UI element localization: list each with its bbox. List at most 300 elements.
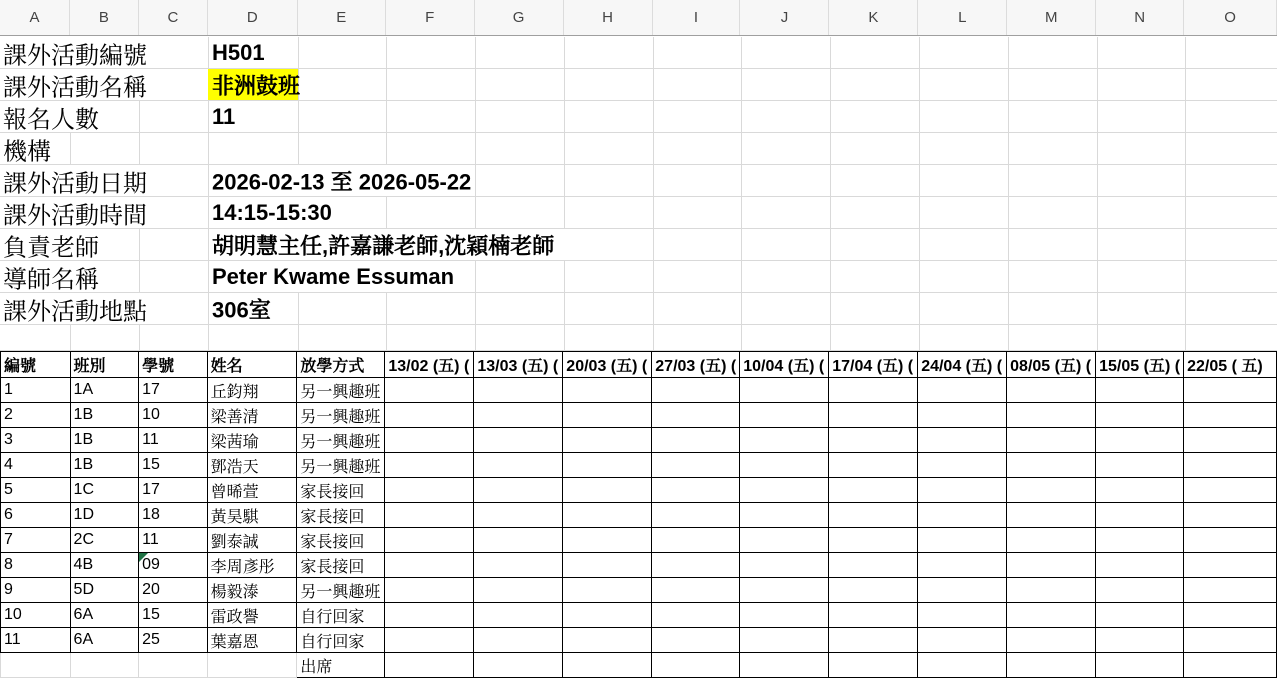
student-no-cell[interactable]: 1 [1, 378, 71, 403]
gridline [386, 293, 387, 324]
student-row [1, 603, 1277, 628]
attendance-cell[interactable] [1007, 453, 1096, 478]
info-label-cell[interactable]: 報名人數 [3, 106, 99, 133]
info-row [0, 293, 1277, 325]
gridline [830, 197, 831, 228]
attendance-cell[interactable] [1007, 378, 1096, 403]
attendance-cell[interactable] [385, 403, 474, 428]
gridline [139, 101, 140, 132]
gridline [919, 165, 920, 196]
student-student_no-cell[interactable]: 25 [139, 628, 208, 653]
student-name-cell[interactable]: 楊毅溙 [207, 578, 297, 603]
attendance-cell[interactable] [1007, 628, 1096, 653]
gridline [298, 37, 299, 68]
student-name-cell[interactable]: 梁茜瑜 [207, 428, 297, 453]
student-student_no-cell[interactable]: 11 [139, 428, 208, 453]
gridline [830, 261, 831, 292]
info-label-cell[interactable]: 機構 [3, 138, 51, 165]
gridline [1097, 197, 1098, 228]
column-header-A[interactable]: A [0, 0, 70, 35]
attendance-cell[interactable] [1096, 528, 1184, 553]
attendance-cell[interactable] [1096, 603, 1184, 628]
attendance-cell[interactable] [474, 528, 563, 553]
attendance-cell[interactable] [385, 653, 474, 678]
student-no-cell[interactable]: 11 [1, 628, 71, 653]
student-student_no-cell[interactable]: 15 [139, 603, 208, 628]
attendance-cell[interactable] [1096, 478, 1184, 503]
student-no-cell[interactable]: 2 [1, 403, 71, 428]
info-label-cell[interactable]: 課外活動時間 [3, 202, 147, 229]
student-no-cell[interactable]: 7 [1, 528, 71, 553]
column-header-J[interactable]: J [740, 0, 829, 35]
gridline [1097, 101, 1098, 132]
info-value-cell[interactable]: 11 [212, 103, 236, 129]
attendance-cell[interactable] [1184, 378, 1277, 403]
attendance-cell[interactable] [918, 578, 1007, 603]
roster-date-header-cell[interactable]: 13/03 (五) ( [474, 352, 563, 378]
student-class-cell[interactable]: 6A [70, 603, 139, 628]
student-dismissal-cell[interactable]: 自行回家 [297, 628, 385, 653]
info-value-cell[interactable]: Peter Kwame Essuman [212, 263, 455, 289]
student-name-cell[interactable]: 雷政譽 [207, 603, 297, 628]
attendance-cell[interactable] [563, 378, 652, 403]
gridline [919, 325, 920, 350]
info-label-cell[interactable]: 導師名稱 [3, 266, 99, 293]
attendance-cell[interactable] [385, 528, 474, 553]
gridline [298, 133, 299, 164]
attendance-cell[interactable] [1184, 603, 1277, 628]
gridline [208, 293, 209, 324]
gridline [298, 325, 299, 350]
attendance-cell[interactable] [1007, 503, 1096, 528]
info-row [0, 133, 1277, 165]
gridline [919, 69, 920, 100]
info-label-cell[interactable]: 負責老師 [3, 234, 99, 261]
attendance-cell[interactable] [829, 428, 918, 453]
attendance-cell[interactable] [1184, 503, 1277, 528]
column-header-D[interactable]: D [208, 0, 298, 35]
student-dismissal-cell[interactable]: 自行回家 [297, 603, 385, 628]
student-dismissal-cell[interactable]: 另一興趣班 [297, 578, 385, 603]
roster-date-header-cell[interactable]: 27/03 (五) ( [652, 352, 740, 378]
info-value-cell[interactable]: 非洲鼓班 [212, 73, 301, 98]
student-name-cell[interactable]: 丘鈞翔 [207, 378, 297, 403]
attendance-cell[interactable] [652, 453, 740, 478]
column-header-M[interactable]: M [1007, 0, 1096, 35]
student-dismissal-cell[interactable]: 另一興趣班 [297, 378, 385, 403]
gridline [564, 325, 565, 350]
gridline [475, 133, 476, 164]
column-header-C[interactable]: C [139, 0, 208, 35]
attendance-cell[interactable] [740, 528, 829, 553]
attendance-cell[interactable] [1184, 553, 1277, 578]
column-header-N[interactable]: N [1096, 0, 1184, 35]
info-value-cell[interactable]: 14:15-15:30 [212, 199, 332, 225]
gridline [1008, 229, 1009, 260]
attendance-cell[interactable] [474, 578, 563, 603]
student-no-cell[interactable]: 4 [1, 453, 71, 478]
student-class-cell[interactable]: 2C [70, 528, 139, 553]
student-name-cell[interactable]: 鄧浩天 [207, 453, 297, 478]
student-row [1, 578, 1277, 603]
info-value-cell[interactable]: 306室 [212, 297, 271, 322]
column-header-O[interactable]: O [1184, 0, 1277, 35]
gridline [830, 37, 831, 68]
gridline [139, 261, 140, 292]
attendance-cell[interactable] [652, 578, 740, 603]
student-dismissal-cell[interactable]: 家長接回 [297, 553, 385, 578]
column-header-G[interactable]: G [475, 0, 564, 35]
student-no-cell[interactable]: 10 [1, 603, 71, 628]
attendance-cell[interactable] [1184, 453, 1277, 478]
gridline [475, 325, 476, 350]
attendance-cell[interactable] [563, 453, 652, 478]
student-row [1, 478, 1277, 503]
gridline [1008, 69, 1009, 100]
attendance-cell[interactable] [1184, 478, 1277, 503]
attendance-cell[interactable] [1096, 428, 1184, 453]
info-label-cell[interactable]: 課外活動地點 [3, 298, 147, 325]
attendance-cell[interactable] [1007, 653, 1096, 678]
student-class-cell[interactable]: 1B [70, 403, 139, 428]
attendance-cell[interactable] [474, 428, 563, 453]
student-class-cell[interactable]: 1D [70, 503, 139, 528]
attendance-cell[interactable] [1007, 578, 1096, 603]
student-name-cell[interactable]: 葉嘉恩 [207, 628, 297, 653]
gridline [208, 165, 209, 196]
roster-header-cell[interactable]: 姓名 [207, 352, 297, 378]
attendance-cell[interactable] [474, 553, 563, 578]
attendance-cell[interactable] [740, 603, 829, 628]
attendance-cell[interactable] [385, 603, 474, 628]
attendance-cell[interactable] [652, 553, 740, 578]
attendance-cell[interactable] [740, 403, 829, 428]
attendance-cell[interactable] [563, 428, 652, 453]
gridline [70, 133, 71, 164]
student-no-cell[interactable]: 6 [1, 503, 71, 528]
attendance-cell[interactable] [918, 453, 1007, 478]
gridline [653, 165, 654, 196]
gridline [475, 197, 476, 228]
student-no-cell[interactable]: 8 [1, 553, 71, 578]
info-row [0, 101, 1277, 133]
gridline [564, 197, 565, 228]
attendance-cell[interactable] [829, 603, 918, 628]
attendance-cell[interactable] [563, 628, 652, 653]
attendance-cell[interactable] [918, 428, 1007, 453]
attendance-cell[interactable] [918, 603, 1007, 628]
info-label-cell[interactable]: 課外活動編號 [3, 42, 147, 69]
roster-date-header-cell[interactable]: 22/05 ( 五) [1184, 352, 1277, 378]
attendance-cell[interactable] [740, 578, 829, 603]
attendance-cell[interactable] [829, 378, 918, 403]
student-dismissal-cell[interactable]: 另一興趣班 [297, 453, 385, 478]
attendance-cell[interactable] [474, 628, 563, 653]
student-class-cell[interactable]: 1C [70, 478, 139, 503]
gridline [1008, 133, 1009, 164]
attendance-cell[interactable] [385, 578, 474, 603]
attendance-cell[interactable] [740, 428, 829, 453]
attendance-cell[interactable] [563, 528, 652, 553]
attendance-cell[interactable] [474, 378, 563, 403]
student-class-cell[interactable]: 1B [70, 428, 139, 453]
attendance-cell[interactable] [829, 553, 918, 578]
attendance-label-cell[interactable]: 出席 [297, 653, 385, 678]
attendance-cell[interactable] [740, 453, 829, 478]
attendance-cell[interactable] [385, 453, 474, 478]
attendance-cell[interactable] [652, 428, 740, 453]
attendance-cell[interactable] [918, 378, 1007, 403]
attendance-cell[interactable] [563, 578, 652, 603]
attendance-cell[interactable] [474, 403, 563, 428]
gridline [1185, 197, 1186, 228]
gridline [1185, 165, 1186, 196]
gridline [1097, 229, 1098, 260]
student-class-cell[interactable]: 6A [70, 628, 139, 653]
student-student_no-cell[interactable]: 15 [139, 453, 208, 478]
attendance-cell[interactable] [652, 603, 740, 628]
gridline [1097, 165, 1098, 196]
gridline [1185, 325, 1186, 350]
student-student_no-cell[interactable]: 17 [139, 478, 208, 503]
attendance-cell[interactable] [474, 503, 563, 528]
attendance-cell[interactable] [1096, 578, 1184, 603]
attendance-cell[interactable] [740, 628, 829, 653]
attendance-cell[interactable] [740, 653, 829, 678]
attendance-cell[interactable] [563, 653, 652, 678]
roster-date-header-cell[interactable]: 20/03 (五) ( [563, 352, 652, 378]
attendance-cell[interactable] [652, 478, 740, 503]
gridline [1008, 101, 1009, 132]
roster-date-header-cell[interactable]: 10/04 (五) ( [740, 352, 829, 378]
attendance-cell[interactable] [1184, 528, 1277, 553]
student-name-cell[interactable]: 劉泰誠 [207, 528, 297, 553]
attendance-cell[interactable] [1096, 553, 1184, 578]
attendance-cell[interactable] [474, 603, 563, 628]
gridline [653, 293, 654, 324]
attendance-cell[interactable] [1096, 403, 1184, 428]
roster-date-header-cell[interactable]: 17/04 (五) ( [829, 352, 918, 378]
attendance-cell[interactable] [829, 653, 918, 678]
attendance-cell[interactable] [1096, 503, 1184, 528]
attendance-cell[interactable] [918, 553, 1007, 578]
student-name-cell[interactable]: 曾晞萱 [207, 478, 297, 503]
attendance-cell[interactable] [918, 503, 1007, 528]
attendance-cell[interactable] [385, 553, 474, 578]
attendance-cell[interactable] [563, 603, 652, 628]
gridline [208, 197, 209, 228]
attendance-cell[interactable] [918, 528, 1007, 553]
attendance-cell[interactable] [740, 503, 829, 528]
attendance-cell[interactable] [918, 403, 1007, 428]
gridline [741, 133, 742, 164]
info-value-cell[interactable]: 2026-02-13 至 2026-05-22 [212, 169, 472, 194]
attendance-cell[interactable] [1007, 403, 1096, 428]
attendance-cell[interactable] [1184, 403, 1277, 428]
roster-date-header-cell[interactable]: 08/05 (五) ( [1007, 352, 1096, 378]
gridline [741, 69, 742, 100]
empty-cell[interactable] [139, 653, 208, 678]
attendance-cell[interactable] [385, 378, 474, 403]
gridline [564, 165, 565, 196]
column-header-I[interactable]: I [653, 0, 741, 35]
gridline [208, 133, 209, 164]
gridline [475, 37, 476, 68]
attendance-cell[interactable] [918, 628, 1007, 653]
gridline [830, 325, 831, 350]
column-header-L[interactable]: L [918, 0, 1007, 35]
empty-cell[interactable] [207, 653, 297, 678]
attendance-cell[interactable] [829, 503, 918, 528]
attendance-cell[interactable] [652, 628, 740, 653]
attendance-cell[interactable] [474, 453, 563, 478]
student-student_no-cell[interactable]: 11 [139, 528, 208, 553]
roster-header-cell[interactable]: 班別 [70, 352, 139, 378]
attendance-cell[interactable] [1184, 428, 1277, 453]
empty-cell[interactable] [1, 653, 71, 678]
gridline [1008, 197, 1009, 228]
student-student_no-cell[interactable]: 18 [139, 503, 208, 528]
gridline [386, 37, 387, 68]
attendance-cell[interactable] [652, 403, 740, 428]
attendance-cell[interactable] [652, 653, 740, 678]
student-dismissal-cell[interactable]: 家長接回 [297, 478, 385, 503]
gridline [919, 197, 920, 228]
gridline [564, 37, 565, 68]
roster-header-cell[interactable]: 學號 [139, 352, 208, 378]
attendance-cell[interactable] [563, 503, 652, 528]
attendance-cell[interactable] [1007, 428, 1096, 453]
attendance-cell[interactable] [740, 478, 829, 503]
attendance-cell[interactable] [474, 478, 563, 503]
student-student_no-cell[interactable]: 20 [139, 578, 208, 603]
attendance-cell[interactable] [1007, 553, 1096, 578]
student-name-cell[interactable]: 李周彥彤 [207, 553, 297, 578]
attendance-cell[interactable] [563, 403, 652, 428]
gridline [1185, 261, 1186, 292]
attendance-cell[interactable] [1007, 603, 1096, 628]
roster-date-header-cell[interactable]: 15/05 (五) ( [1096, 352, 1184, 378]
attendance-cell[interactable] [1184, 578, 1277, 603]
gridline [298, 293, 299, 324]
gridline [1097, 69, 1098, 100]
student-class-cell[interactable]: 5D [70, 578, 139, 603]
gridline [564, 261, 565, 292]
student-dismissal-cell[interactable]: 另一興趣班 [297, 428, 385, 453]
column-header-B[interactable]: B [70, 0, 139, 35]
roster-date-header-cell[interactable]: 24/04 (五) ( [918, 352, 1007, 378]
student-dismissal-cell[interactable]: 家長接回 [297, 503, 385, 528]
student-dismissal-cell[interactable]: 家長接回 [297, 528, 385, 553]
student-student_no-cell[interactable]: 09 [139, 553, 208, 578]
gridline [475, 293, 476, 324]
student-class-cell[interactable]: 1A [70, 378, 139, 403]
attendance-cell[interactable] [652, 528, 740, 553]
student-class-cell[interactable]: 4B [70, 553, 139, 578]
student-name-cell[interactable]: 梁善清 [207, 403, 297, 428]
gridline [653, 133, 654, 164]
attendance-cell[interactable] [829, 478, 918, 503]
empty-cell[interactable] [70, 653, 139, 678]
roster-date-header-cell[interactable]: 13/02 (五) ( [385, 352, 474, 378]
attendance-cell[interactable] [563, 553, 652, 578]
attendance-cell[interactable] [1007, 528, 1096, 553]
gridline [475, 165, 476, 196]
attendance-cell[interactable] [918, 478, 1007, 503]
info-label-cell[interactable]: 課外活動名稱 [3, 74, 147, 101]
gridline [653, 69, 654, 100]
roster-header-cell[interactable]: 放學方式 [297, 352, 385, 378]
gridline [1097, 261, 1098, 292]
student-no-cell[interactable]: 5 [1, 478, 71, 503]
gridline [386, 101, 387, 132]
column-header-H[interactable]: H [564, 0, 653, 35]
student-class-cell[interactable]: 1B [70, 453, 139, 478]
student-student_no-cell[interactable]: 10 [139, 403, 208, 428]
info-label-cell[interactable]: 課外活動日期 [3, 170, 147, 197]
student-row [1, 628, 1277, 653]
gridline [653, 101, 654, 132]
student-no-cell[interactable]: 3 [1, 428, 71, 453]
gridline [139, 133, 140, 164]
attendance-cell[interactable] [829, 453, 918, 478]
attendance-cell[interactable] [1007, 478, 1096, 503]
student-dismissal-cell[interactable]: 另一興趣班 [297, 403, 385, 428]
attendance-cell[interactable] [1096, 453, 1184, 478]
info-value-cell[interactable]: H501 [212, 39, 265, 65]
gridline [741, 229, 742, 260]
attendance-cell[interactable] [385, 503, 474, 528]
attendance-cell[interactable] [918, 653, 1007, 678]
gridline [919, 293, 920, 324]
attendance-cell[interactable] [1184, 628, 1277, 653]
attendance-cell[interactable] [385, 428, 474, 453]
student-name-cell[interactable]: 黃昊騏 [207, 503, 297, 528]
attendance-cell[interactable] [1096, 378, 1184, 403]
attendance-cell[interactable] [385, 478, 474, 503]
attendance-cell[interactable] [829, 528, 918, 553]
attendance-cell[interactable] [740, 553, 829, 578]
column-header-K[interactable]: K [829, 0, 918, 35]
student-no-cell[interactable]: 9 [1, 578, 71, 603]
attendance-cell[interactable] [1096, 628, 1184, 653]
attendance-cell[interactable] [652, 378, 740, 403]
attendance-cell[interactable] [829, 578, 918, 603]
attendance-cell[interactable] [652, 503, 740, 528]
column-header-F[interactable]: F [386, 0, 475, 35]
attendance-cell[interactable] [474, 653, 563, 678]
gridline [741, 293, 742, 324]
gridline [830, 69, 831, 100]
student-student_no-cell[interactable]: 17 [139, 378, 208, 403]
info-value-cell[interactable]: 胡明慧主任,許嘉謙老師,沈穎楠老師 [212, 233, 555, 258]
attendance-cell[interactable] [563, 478, 652, 503]
attendance-cell[interactable] [829, 403, 918, 428]
attendance-cell[interactable] [829, 628, 918, 653]
attendance-cell[interactable] [1184, 653, 1277, 678]
info-row [0, 165, 1277, 197]
attendance-cell[interactable] [1096, 653, 1184, 678]
roster-header-cell[interactable]: 編號 [1, 352, 71, 378]
gridline [208, 37, 209, 68]
student-row [1, 453, 1277, 478]
attendance-cell[interactable] [385, 628, 474, 653]
gridline [564, 133, 565, 164]
column-header-E[interactable]: E [298, 0, 386, 35]
roster-header-row [1, 352, 1277, 378]
info-row [0, 229, 1277, 261]
attendance-cell[interactable] [740, 378, 829, 403]
